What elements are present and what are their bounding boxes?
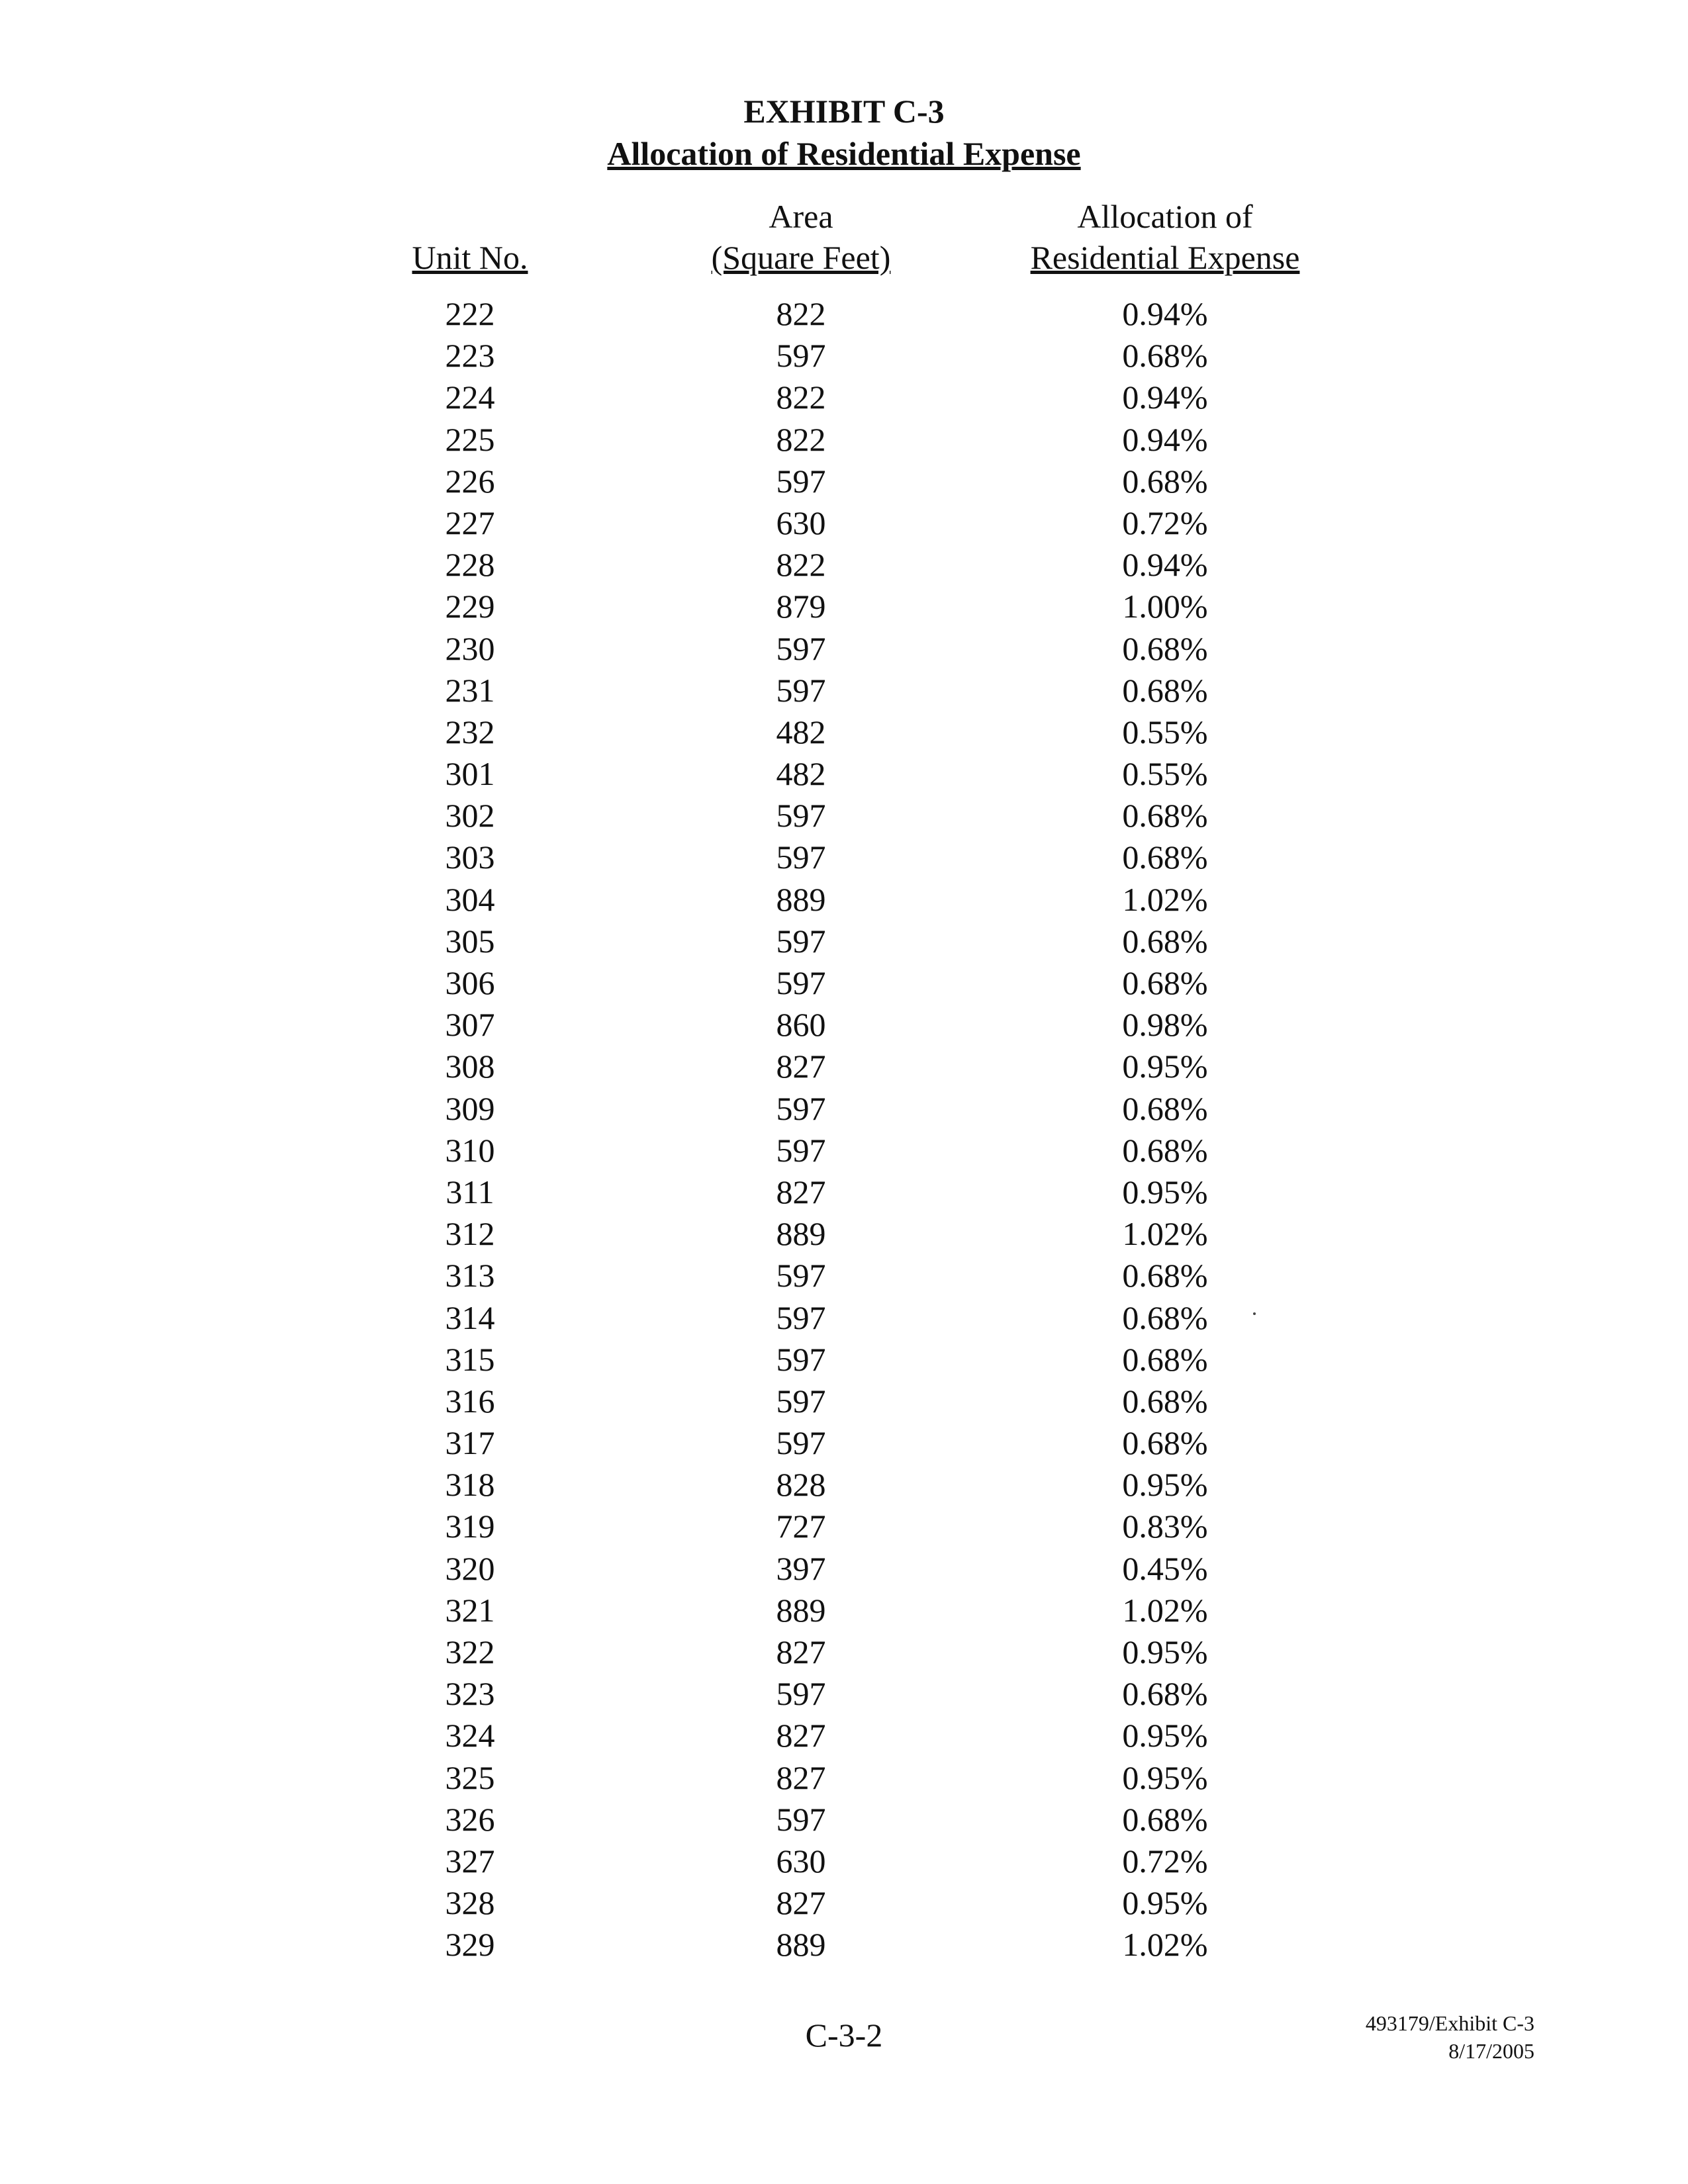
allocation-cell: 0.68% bbox=[1122, 1257, 1208, 1295]
area-cell: 827 bbox=[776, 1048, 826, 1085]
allocation-cell: 0.95% bbox=[1122, 1717, 1208, 1754]
unit-cell: 224 bbox=[445, 379, 495, 416]
document-date: 8/17/2005 bbox=[1448, 2039, 1534, 2063]
area-cell: 597 bbox=[776, 839, 826, 876]
area-cell: 397 bbox=[776, 1549, 826, 1587]
allocation-cell: 0.68% bbox=[1122, 629, 1208, 667]
unit-cell: 326 bbox=[445, 1800, 495, 1838]
allocation-cell: 0.68% bbox=[1122, 1424, 1208, 1462]
table-row bbox=[0, 962, 1688, 1004]
unit-cell: 306 bbox=[445, 964, 495, 1001]
area-cell: 822 bbox=[776, 546, 826, 584]
unit-cell: 325 bbox=[445, 1758, 495, 1796]
table-row bbox=[0, 711, 1688, 753]
table-row bbox=[0, 921, 1688, 962]
table-row bbox=[0, 1757, 1688, 1799]
table-row bbox=[0, 628, 1688, 670]
allocation-cell: 0.68% bbox=[1122, 1298, 1208, 1336]
allocation-cell: 0.95% bbox=[1122, 1758, 1208, 1796]
allocation-cell: 0.68% bbox=[1122, 839, 1208, 876]
header-allocation-label: Residential Expense bbox=[1030, 239, 1300, 276]
unit-cell: 322 bbox=[445, 1633, 495, 1670]
area-cell: 889 bbox=[776, 880, 826, 918]
unit-cell: 222 bbox=[445, 295, 495, 332]
table-row bbox=[0, 1841, 1688, 1882]
area-cell: 482 bbox=[776, 755, 826, 793]
area-cell: 597 bbox=[776, 337, 826, 375]
table-row bbox=[0, 1130, 1688, 1171]
area-cell: 597 bbox=[776, 964, 826, 1001]
unit-cell: 311 bbox=[445, 1173, 494, 1210]
area-cell: 630 bbox=[776, 504, 826, 541]
unit-cell: 304 bbox=[445, 880, 495, 918]
document-reference bbox=[1366, 2009, 1534, 2065]
unit-cell: 225 bbox=[445, 420, 495, 458]
area-cell: 889 bbox=[776, 1215, 826, 1253]
table-row bbox=[0, 461, 1688, 502]
unit-cell: 309 bbox=[445, 1089, 495, 1127]
area-cell: 597 bbox=[776, 1424, 826, 1462]
area-cell: 822 bbox=[776, 379, 826, 416]
allocation-cell: 0.94% bbox=[1122, 379, 1208, 416]
table-row bbox=[0, 1882, 1688, 1924]
unit-cell: 228 bbox=[445, 546, 495, 584]
allocation-cell: 0.83% bbox=[1122, 1508, 1208, 1545]
allocation-cell: 0.95% bbox=[1122, 1466, 1208, 1504]
area-cell: 827 bbox=[776, 1633, 826, 1670]
allocation-cell: 0.68% bbox=[1122, 1089, 1208, 1127]
area-cell: 822 bbox=[776, 295, 826, 332]
area-cell: 860 bbox=[776, 1006, 826, 1044]
table-row bbox=[0, 377, 1688, 418]
table-row bbox=[0, 1715, 1688, 1756]
unit-cell: 317 bbox=[445, 1424, 495, 1462]
area-cell: 597 bbox=[776, 629, 826, 667]
table-row bbox=[0, 1673, 1688, 1715]
table-row bbox=[0, 1799, 1688, 1841]
unit-cell: 227 bbox=[445, 504, 495, 541]
unit-cell: 305 bbox=[445, 922, 495, 960]
unit-cell: 310 bbox=[445, 1131, 495, 1169]
area-cell: 597 bbox=[776, 1089, 826, 1127]
table-row bbox=[0, 335, 1688, 377]
unit-cell: 328 bbox=[445, 1884, 495, 1922]
table-row bbox=[0, 502, 1688, 544]
header-unit-label: Unit No. bbox=[412, 239, 528, 276]
table-row bbox=[0, 1255, 1688, 1297]
allocation-cell: 0.68% bbox=[1122, 964, 1208, 1001]
area-cell: 597 bbox=[776, 671, 826, 709]
header-allocation-line1: Allocation of bbox=[1077, 198, 1253, 235]
area-cell: 597 bbox=[776, 922, 826, 960]
unit-cell: 303 bbox=[445, 839, 495, 876]
unit-cell: 323 bbox=[445, 1675, 495, 1713]
area-cell: 597 bbox=[776, 1257, 826, 1295]
unit-cell: 302 bbox=[445, 797, 495, 835]
table-row bbox=[0, 1339, 1688, 1381]
allocation-cell: 1.02% bbox=[1122, 880, 1208, 918]
allocation-cell: 0.68% bbox=[1122, 1382, 1208, 1420]
area-cell: 827 bbox=[776, 1758, 826, 1796]
table-row bbox=[0, 1924, 1688, 1966]
unit-cell: 301 bbox=[445, 755, 495, 793]
allocation-cell: 0.68% bbox=[1122, 1131, 1208, 1169]
area-cell: 597 bbox=[776, 1675, 826, 1713]
table-row bbox=[0, 1213, 1688, 1255]
area-cell: 727 bbox=[776, 1508, 826, 1545]
table-row bbox=[0, 1506, 1688, 1547]
allocation-cell: 0.98% bbox=[1122, 1006, 1208, 1044]
scan-speck bbox=[1253, 1312, 1256, 1315]
table-row bbox=[0, 837, 1688, 878]
document-id: 493179/Exhibit C-3 bbox=[1365, 2011, 1534, 2035]
unit-cell: 231 bbox=[445, 671, 495, 709]
unit-cell: 223 bbox=[445, 337, 495, 375]
allocation-cell: 0.95% bbox=[1122, 1173, 1208, 1210]
table-row bbox=[0, 753, 1688, 795]
allocation-cell: 0.72% bbox=[1122, 1842, 1208, 1880]
header-allocation bbox=[980, 237, 1350, 278]
unit-cell: 319 bbox=[445, 1508, 495, 1545]
area-cell: 822 bbox=[776, 420, 826, 458]
page-number: C-3-2 bbox=[805, 2017, 883, 2054]
area-cell: 827 bbox=[776, 1717, 826, 1754]
table-row bbox=[0, 1631, 1688, 1673]
unit-cell: 315 bbox=[445, 1340, 495, 1378]
allocation-cell: 0.68% bbox=[1122, 1340, 1208, 1378]
table-row bbox=[0, 1088, 1688, 1130]
area-cell: 482 bbox=[776, 713, 826, 751]
area-cell: 889 bbox=[776, 1926, 826, 1964]
unit-cell: 232 bbox=[445, 713, 495, 751]
exhibit-subtitle: Allocation of Residential Expense bbox=[607, 135, 1081, 172]
unit-cell: 329 bbox=[445, 1926, 495, 1964]
table-row bbox=[0, 1381, 1688, 1422]
allocation-cell: 1.02% bbox=[1122, 1215, 1208, 1253]
allocation-cell: 0.94% bbox=[1122, 295, 1208, 332]
area-cell: 827 bbox=[776, 1884, 826, 1922]
table-row bbox=[0, 1422, 1688, 1464]
table-row bbox=[0, 1297, 1688, 1339]
area-cell: 630 bbox=[776, 1842, 826, 1880]
area-cell: 597 bbox=[776, 462, 826, 500]
unit-cell: 324 bbox=[445, 1717, 495, 1754]
area-cell: 889 bbox=[776, 1591, 826, 1629]
allocation-cell: 0.68% bbox=[1122, 1675, 1208, 1713]
allocation-cell: 0.68% bbox=[1122, 337, 1208, 375]
unit-cell: 229 bbox=[445, 588, 495, 625]
unit-cell: 318 bbox=[445, 1466, 495, 1504]
area-cell: 597 bbox=[776, 797, 826, 835]
unit-cell: 307 bbox=[445, 1006, 495, 1044]
table-row bbox=[0, 670, 1688, 711]
unit-cell: 320 bbox=[445, 1549, 495, 1587]
table-row bbox=[0, 879, 1688, 921]
area-cell: 828 bbox=[776, 1466, 826, 1504]
allocation-cell: 0.68% bbox=[1122, 462, 1208, 500]
header-area-label: (Square Feet) bbox=[711, 239, 891, 276]
area-cell: 597 bbox=[776, 1800, 826, 1838]
unit-cell: 226 bbox=[445, 462, 495, 500]
allocation-cell: 1.02% bbox=[1122, 1591, 1208, 1629]
unit-cell: 312 bbox=[445, 1215, 495, 1253]
unit-cell: 316 bbox=[445, 1382, 495, 1420]
table-row bbox=[0, 1004, 1688, 1046]
area-cell: 827 bbox=[776, 1173, 826, 1210]
table-row bbox=[0, 1464, 1688, 1506]
table-row bbox=[0, 1548, 1688, 1590]
header-unit bbox=[338, 237, 602, 278]
allocation-cell: 0.94% bbox=[1122, 546, 1208, 584]
table-row bbox=[0, 1046, 1688, 1087]
allocation-cell: 0.72% bbox=[1122, 504, 1208, 541]
table-row bbox=[0, 293, 1688, 335]
unit-cell: 327 bbox=[445, 1842, 495, 1880]
exhibit-title: EXHIBIT C-3 bbox=[743, 93, 945, 130]
allocation-cell: 0.94% bbox=[1122, 420, 1208, 458]
allocation-cell: 1.00% bbox=[1122, 588, 1208, 625]
unit-cell: 230 bbox=[445, 629, 495, 667]
table-row bbox=[0, 795, 1688, 837]
area-cell: 597 bbox=[776, 1131, 826, 1169]
allocation-cell: 0.95% bbox=[1122, 1633, 1208, 1670]
table-row bbox=[0, 1590, 1688, 1631]
allocation-cell: 0.68% bbox=[1122, 671, 1208, 709]
table-row bbox=[0, 544, 1688, 586]
allocation-cell: 1.02% bbox=[1122, 1926, 1208, 1964]
allocation-cell: 0.95% bbox=[1122, 1048, 1208, 1085]
unit-cell: 314 bbox=[445, 1298, 495, 1336]
allocation-cell: 0.95% bbox=[1122, 1884, 1208, 1922]
table-row bbox=[0, 1171, 1688, 1213]
allocation-cell: 0.68% bbox=[1122, 922, 1208, 960]
area-cell: 879 bbox=[776, 588, 826, 625]
table-row bbox=[0, 586, 1688, 627]
area-cell: 597 bbox=[776, 1298, 826, 1336]
unit-cell: 308 bbox=[445, 1048, 495, 1085]
header-area bbox=[662, 237, 940, 278]
allocation-table bbox=[0, 293, 1688, 1966]
allocation-cell: 0.68% bbox=[1122, 1800, 1208, 1838]
table-row bbox=[0, 419, 1688, 461]
allocation-cell: 0.55% bbox=[1122, 755, 1208, 793]
unit-cell: 313 bbox=[445, 1257, 495, 1295]
area-cell: 597 bbox=[776, 1340, 826, 1378]
header-area-line1: Area bbox=[769, 198, 833, 235]
allocation-cell: 0.68% bbox=[1122, 797, 1208, 835]
area-cell: 597 bbox=[776, 1382, 826, 1420]
allocation-cell: 0.45% bbox=[1122, 1549, 1208, 1587]
allocation-cell: 0.55% bbox=[1122, 713, 1208, 751]
unit-cell: 321 bbox=[445, 1591, 495, 1629]
